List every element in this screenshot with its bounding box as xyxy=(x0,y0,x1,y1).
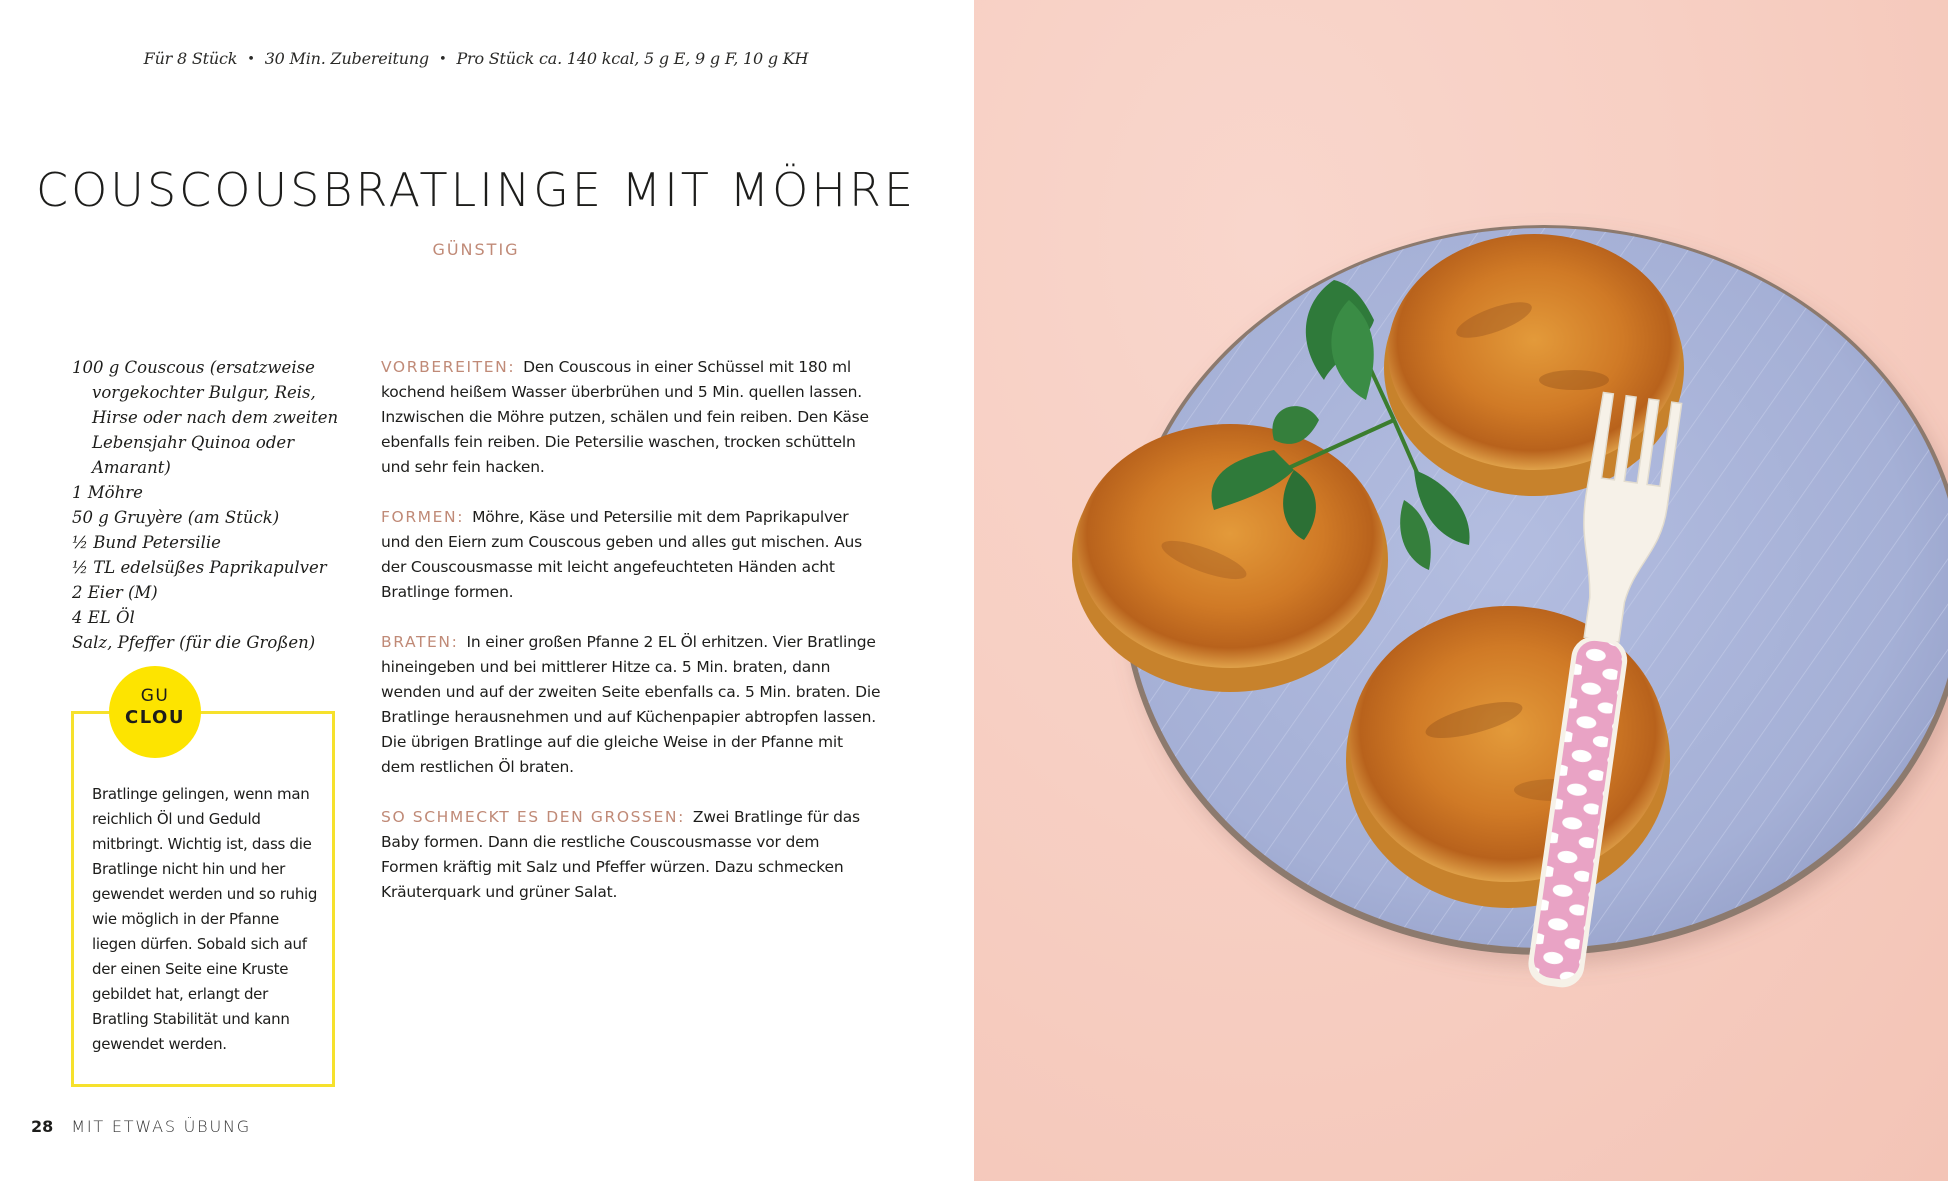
bullet-separator-icon: • xyxy=(438,52,447,67)
ingredient-item: ½ TL edelsüßes Paprikapulver xyxy=(72,558,327,577)
food-photo-illustration xyxy=(974,0,1948,1181)
ingredient-item: 2 Eier (M) xyxy=(72,583,158,602)
badge-line-clou: CLOU xyxy=(125,707,185,728)
step-text: Den Couscous in einer Schüssel mit 180 ml kochend heißem Wasser überbrühen und 5 Min. quellen lassen. Inzwischen die Möhre putzen, schälen und fein reiben. Den Käse ebenfalls fein reiben. Die Petersilie waschen, trocken schütteln und sehr fein hacken. xyxy=(381,358,869,476)
ingredient-item: ½ Bund Petersilie xyxy=(72,533,221,552)
tip-text: Bratlinge gelingen, wenn man reichlich Öl und Geduld mitbringt. Wichtig ist, dass die Bratlinge nicht hin und her gewendet werden und so ruhig wie möglich in der Pfanne liegen dürfen. Sobald sich auf der einen Seite eine Kruste gebildet hat, erlangt der Bratling Stabilität und kann gewendet werden. xyxy=(92,785,318,1053)
step-label: VORBEREITEN: xyxy=(381,358,516,376)
page-footer xyxy=(31,1117,251,1136)
ingredient-list xyxy=(72,355,352,655)
step-text: Zwei Bratlinge für das Baby formen. Dann die restliche Couscousmasse vor dem Formen kräftig mit Salz und Pfeffer würzen. Dazu schmecken Kräuterquark und grüner Salat. xyxy=(381,808,860,901)
step-label: BRATEN: xyxy=(381,633,459,651)
preparation-steps xyxy=(381,355,881,930)
step-prepare xyxy=(381,355,881,480)
recipe-title: COUSCOUSBRATLINGE MIT MÖHRE xyxy=(35,163,917,217)
step-text: In einer großen Pfanne 2 EL Öl erhitzen. Vier Bratlinge hineingeben und bei mittlerer Hitze ca. 5 Min. braten, dann wenden und auf der zweiten Seite ebenfalls ca. 5 Min. braten. Die Bratlinge herausnehmen und auf Küchenpapier abtropfen lassen. Die übrigen Bratlinge auf die gleiche Weise in der Pfanne mit dem restlichen Öl braten. xyxy=(381,633,881,776)
step-fry xyxy=(381,630,881,780)
ingredient-item: Salz, Pfeffer (für die Großen) xyxy=(72,633,316,652)
ingredient-item: 100 g Couscous (ersatzweise vorgekochter Bulgur, Reis, Hirse oder nach dem zweiten Lebensjahr Quinoa oder Amarant) xyxy=(72,358,339,477)
recipe-photo xyxy=(974,0,1948,1181)
step-adults xyxy=(381,805,881,905)
ingredient-item: 1 Möhre xyxy=(72,483,143,502)
recipe-meta xyxy=(0,49,952,68)
section-title: MIT ETWAS ÜBUNG xyxy=(71,1117,251,1136)
patty-left xyxy=(1072,424,1388,692)
ingredient-item: 4 EL Öl xyxy=(72,608,135,627)
recipe-time: 30 Min. Zubereitung xyxy=(264,49,429,68)
step-shape xyxy=(381,505,881,605)
badge-line-gu: GU xyxy=(140,686,170,706)
step-label: SO SCHMECKT ES DEN GROSSEN: xyxy=(381,808,685,826)
recipe-nutrition: Pro Stück ca. 140 kcal, 5 g E, 9 g F, 10 g KH xyxy=(456,49,809,68)
patty-top-right xyxy=(1384,234,1684,496)
recipe-tag: GÜNSTIG xyxy=(432,240,520,259)
page-number: 28 xyxy=(31,1117,54,1136)
recipe-yield: Für 8 Stück xyxy=(143,49,238,68)
gu-clou-badge xyxy=(109,666,201,758)
bullet-separator-icon: • xyxy=(247,52,255,67)
step-label: FORMEN: xyxy=(381,508,465,526)
ingredient-item: 50 g Gruyère (am Stück) xyxy=(72,508,280,527)
step-text: Möhre, Käse und Petersilie mit dem Paprikapulver und den Eiern zum Couscous geben und alles gut mischen. Aus der Couscousmasse mit leicht angefeuchteten Händen acht Bratlinge formen. xyxy=(381,508,863,601)
